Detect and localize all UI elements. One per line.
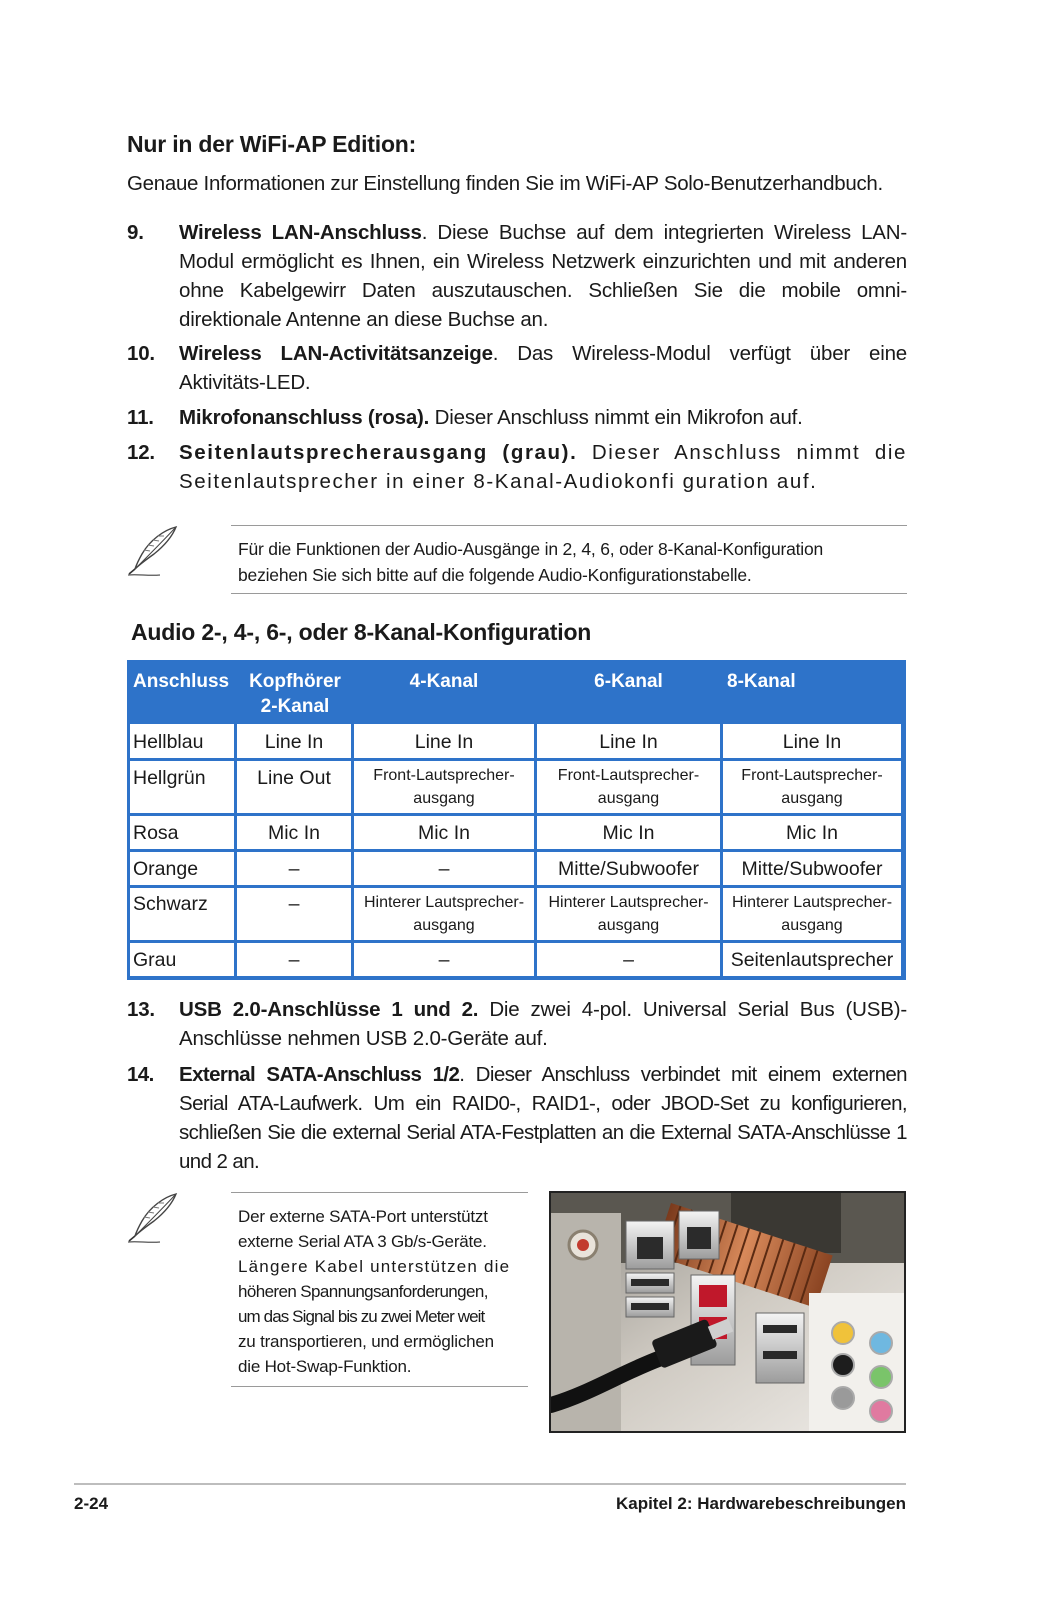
item-number: 14.: [127, 1063, 154, 1086]
wifi-heading: Nur in der WiFi-AP Edition:: [127, 131, 417, 157]
table-cell: [354, 943, 534, 976]
note-line: beziehen Sie sich bitte auf die folgende Audio-Konfigurationstabelle.: [238, 565, 752, 585]
note-line: Längere Kabel unterstützen die: [238, 1257, 511, 1276]
table-cell: [723, 943, 901, 976]
cell-text: Rosa: [133, 822, 179, 844]
cell-text: Line In: [264, 731, 324, 753]
note-line: um das Signal bis zu zwei Meter weit: [238, 1307, 485, 1326]
item-title: Wireless LAN-Anschluss: [179, 221, 422, 244]
table-cell: [237, 816, 351, 849]
audio-config-table: [127, 660, 906, 980]
table-cell: [723, 852, 901, 885]
header-line: Kopfhörer: [249, 671, 341, 692]
table-cell: [537, 852, 720, 885]
wifi-text: Genaue Informationen zur Einstellung finden Sie im WiFi-AP Solo-Benutzerhandbuch.: [127, 172, 883, 195]
table-cell-port: [130, 761, 234, 813]
table-cell-port: [130, 816, 234, 849]
cell-text: Orange: [133, 858, 199, 880]
table-cell: [237, 888, 351, 940]
cell-text: Front-Lautsprecher-: [741, 767, 883, 784]
cell-text: ausgang: [597, 917, 660, 934]
chapter-title: Kapitel 2: Hardwarebeschreibungen: [615, 1494, 906, 1513]
table-header-6-kanal: 6-Kanal: [594, 671, 663, 692]
list-item-12: [127, 438, 907, 496]
note-line: Der externe SATA-Port unterstützt: [238, 1207, 488, 1226]
list-item-9: [127, 218, 907, 334]
cell-text: Hellgrün: [133, 767, 206, 789]
table-cell: [354, 761, 534, 813]
cell-text: Hellblau: [133, 731, 204, 753]
cell-text: ausgang: [413, 917, 475, 934]
header-line: 2-Kanal: [260, 696, 330, 717]
list-item-11: [127, 403, 907, 432]
list-item-13: [127, 995, 907, 1053]
item-text: . Dieser Anschluss verbindet mit einem externen Serial ATA-Laufwerk. Um ein RAID0-, RAID1-, oder JBOD-Set zu konfigurieren, schließen Sie die external Serial ATA-Festplatten an die External SATA-Anschlüsse 1 und 2 an.: [179, 1063, 907, 1173]
cell-text: Line In: [599, 731, 658, 753]
note-top-rule: [231, 525, 907, 526]
cell-text: Mitte/Subwoofer: [558, 858, 699, 880]
cell-text: Front-Lautsprecher-: [373, 767, 515, 784]
cell-text: Mitte/Subwoofer: [741, 858, 883, 880]
item-title: Mikrofonanschluss (rosa).: [179, 406, 430, 429]
cell-text: –: [288, 893, 300, 915]
table-cell: [237, 761, 351, 813]
table-cell: [354, 852, 534, 885]
feather-pen-icon: [124, 1191, 182, 1247]
cell-text: Hinterer Lautsprecher-: [731, 894, 893, 911]
cell-text: ausgang: [781, 917, 843, 934]
cell-text: Schwarz: [133, 893, 208, 915]
cell-text: Seitenlautsprecher: [730, 949, 894, 971]
list-item-10: [127, 339, 907, 397]
table-header-4-kanal: 4-Kanal: [409, 671, 479, 692]
item-number: 11.: [127, 406, 154, 429]
rear-io-illustration: [551, 1193, 904, 1431]
table-cell: [237, 724, 351, 758]
table-cell: [723, 724, 901, 758]
cell-text: Front-Lautsprecher-: [557, 767, 700, 784]
cell-text: Mic In: [417, 822, 470, 844]
cell-text: Line In: [782, 731, 842, 753]
table-cell: [537, 724, 720, 758]
table-cell: [537, 761, 720, 813]
table-cell: [354, 816, 534, 849]
page-number: 2-24: [74, 1494, 109, 1513]
table-cell: [537, 888, 720, 940]
table-cell-port: [130, 724, 234, 758]
table-cell: [354, 888, 534, 940]
cell-text: –: [438, 858, 450, 880]
item-text: . Diese Buchse auf dem integrierten Wireless LAN-Modul ermöglicht es Ihnen, ein Wireless Netzwerk einzurichten und mit anderen ohne Kabelgewirr Daten auszutauschen. Schließen Sie die mobile omni-direktionale Antenne an diese Buchse an.: [179, 221, 907, 331]
note-line: externe Serial ATA 3 Gb/s-Geräte.: [238, 1232, 487, 1251]
note-2: [238, 1204, 528, 1379]
item-title: Seitenlautsprecherausgang (grau).: [179, 441, 578, 464]
note-1: [238, 536, 906, 588]
cell-text: Grau: [133, 949, 177, 971]
note-line: höheren Spannungsanforderungen,: [238, 1282, 488, 1301]
cell-text: Hinterer Lautsprecher-: [548, 894, 709, 911]
cell-text: Mic In: [267, 822, 320, 844]
item-number: 12.: [127, 441, 155, 464]
table-cell: [354, 724, 534, 758]
cell-text: Mic In: [602, 822, 655, 844]
cell-text: Line In: [414, 731, 474, 753]
cell-text: ausgang: [413, 790, 475, 807]
table-header-8-kanal: 8-Kanal: [727, 671, 796, 692]
table-cell: [723, 888, 901, 940]
cell-text: –: [288, 858, 300, 880]
item-title: Wireless LAN-Activitätsanzeige: [179, 342, 493, 365]
item-text: Dieser Anschluss nimmt die Seitenlautsprecher in einer 8-Kanal-Audiokonfi guration auf.: [179, 441, 907, 493]
note-line: Für die Funktionen der Audio-Ausgänge in 2, 4, 6, oder 8-Kanal-Konfiguration: [238, 539, 824, 559]
table-cell-port: [130, 943, 234, 976]
rear-io-photo: [549, 1191, 906, 1433]
audio-heading: Audio 2-, 4-, 6-, oder 8-Kanal-Konfiguration: [131, 619, 592, 645]
feather-pen-icon: [124, 524, 182, 580]
cell-text: Line Out: [257, 767, 331, 789]
table-cell: [237, 852, 351, 885]
cell-text: Mic In: [785, 822, 838, 844]
note-top-rule: [231, 1192, 528, 1193]
item-title: External SATA-Anschluss 1/2: [179, 1063, 460, 1086]
table-cell: [723, 761, 901, 813]
list-item-14: [127, 1060, 907, 1176]
note-line: die Hot-Swap-Funktion.: [238, 1357, 412, 1376]
cell-text: –: [288, 949, 300, 971]
table-cell: [537, 816, 720, 849]
note-line: zu transportieren, und ermöglichen: [238, 1332, 494, 1351]
table-cell-port: [130, 852, 234, 885]
cell-text: –: [623, 949, 634, 971]
cell-text: –: [438, 949, 450, 971]
table-cell: [537, 943, 720, 976]
item-number: 10.: [127, 342, 155, 365]
table-cell: [237, 943, 351, 976]
note-bottom-rule: [231, 593, 907, 594]
table-header-kopfhoerer: [237, 669, 353, 719]
item-number: 9.: [127, 221, 144, 244]
table-cell-port: [130, 888, 234, 940]
item-text: Dieser Anschluss nimmt ein Mikrofon auf.: [429, 406, 803, 429]
item-text: . Das Wireless-Modul verfügt über eine Aktivitäts-LED.: [179, 342, 907, 394]
item-number: 13.: [127, 998, 155, 1021]
cell-text: Hinterer Lautsprecher-: [363, 894, 525, 911]
item-text: Die zwei 4-pol. Universal Serial Bus (USB)-Anschlüsse nehmen USB 2.0-Geräte auf.: [179, 998, 907, 1050]
item-title: USB 2.0-Anschlüsse 1 und 2.: [179, 998, 479, 1021]
note-bottom-rule: [231, 1386, 528, 1387]
footer-rule: [74, 1483, 906, 1485]
cell-text: ausgang: [597, 790, 660, 807]
table-cell: [723, 816, 901, 849]
table-header-anschluss: Anschluss: [133, 671, 230, 692]
cell-text: ausgang: [781, 790, 843, 807]
